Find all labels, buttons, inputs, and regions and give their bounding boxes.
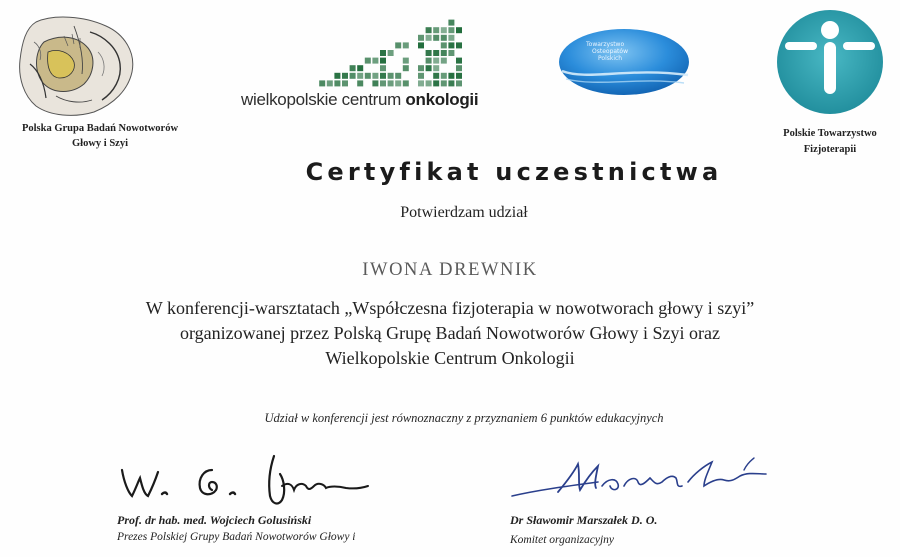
anatomy-logo-icon bbox=[14, 12, 140, 120]
wco-square bbox=[441, 73, 447, 79]
wco-square bbox=[380, 65, 386, 71]
wco-square bbox=[334, 80, 340, 86]
wco-square bbox=[456, 58, 462, 64]
wco-square bbox=[350, 65, 356, 71]
participant-name: IWONA DREWNIK bbox=[362, 260, 538, 280]
wco-square bbox=[395, 42, 401, 48]
wco-square bbox=[448, 35, 454, 41]
wco-square bbox=[456, 42, 462, 48]
wco-square bbox=[441, 35, 447, 41]
wco-square bbox=[441, 42, 447, 48]
wco-square bbox=[433, 73, 439, 79]
wco-square bbox=[456, 73, 462, 79]
wco-square bbox=[403, 80, 409, 86]
wco-square bbox=[395, 73, 401, 79]
wco-square bbox=[334, 73, 340, 79]
wco-square bbox=[372, 73, 378, 79]
certificate-subtitle: Potwierdzam udział bbox=[400, 204, 528, 221]
wco-square bbox=[403, 42, 409, 48]
wco-square bbox=[456, 65, 462, 71]
org1-caption-line: Głowy i Szyi bbox=[71, 138, 128, 150]
wco-square bbox=[433, 58, 439, 64]
wco-square bbox=[388, 50, 394, 56]
tos-logo-line: Polskich bbox=[598, 55, 623, 62]
body-line: organizowanej przez Polską Grupę Badań Nowotworów Głowy i Szyi oraz bbox=[179, 323, 721, 343]
wco-logo-text bbox=[241, 90, 491, 110]
wco-square bbox=[441, 58, 447, 64]
wco-square bbox=[433, 50, 439, 56]
wco-logo-text-light: wielkopolskie centrum bbox=[241, 90, 406, 109]
wco-square bbox=[365, 73, 371, 79]
wco-square bbox=[350, 73, 356, 79]
wco-square bbox=[426, 35, 432, 41]
wco-logo-text-bold: onkologii bbox=[405, 90, 479, 109]
wco-square bbox=[380, 73, 386, 79]
wco-square bbox=[380, 80, 386, 86]
org2-caption-line: Fizjoterapii bbox=[803, 144, 857, 156]
wco-square bbox=[395, 80, 401, 86]
signer1-role: Prezes Polskiej Grupy Badań Nowotworów Głowy i bbox=[117, 531, 356, 543]
wco-square bbox=[418, 35, 424, 41]
wco-square bbox=[388, 73, 394, 79]
education-points-note: Udział w konferencji jest równoznaczny z przyznaniem 6 punktów edukacyjnych bbox=[264, 411, 664, 425]
wco-square bbox=[448, 50, 454, 56]
wco-square bbox=[365, 58, 371, 64]
ptf-logo-icon bbox=[775, 8, 885, 116]
tos-logo-icon bbox=[558, 27, 691, 97]
tos-logo-line: Towarzystwo bbox=[586, 41, 625, 48]
wco-square bbox=[418, 73, 424, 79]
signer2-name: Dr Sławomir Marszałek D. O. bbox=[510, 513, 658, 527]
wco-square bbox=[441, 80, 447, 86]
wco-square bbox=[426, 65, 432, 71]
wco-square bbox=[426, 80, 432, 86]
wco-square bbox=[357, 80, 363, 86]
wco-square bbox=[380, 50, 386, 56]
wco-square bbox=[433, 27, 439, 33]
wco-square bbox=[441, 50, 447, 56]
signer2-role: Komitet organizacyjny bbox=[510, 534, 615, 546]
wco-square bbox=[426, 58, 432, 64]
wco-square bbox=[327, 80, 333, 86]
wco-square bbox=[448, 42, 454, 48]
wco-square bbox=[433, 35, 439, 41]
signature-golusinski-icon bbox=[112, 452, 374, 510]
org2-caption bbox=[765, 126, 895, 159]
wco-square bbox=[319, 80, 325, 86]
signature-marszalek-icon bbox=[508, 452, 783, 507]
wco-square bbox=[342, 73, 348, 79]
wco-square bbox=[357, 73, 363, 79]
wco-square bbox=[456, 27, 462, 33]
wco-square bbox=[403, 58, 409, 64]
wco-square bbox=[433, 65, 439, 71]
wco-square bbox=[456, 80, 462, 86]
org1-caption-line: Polska Grupa Badań Nowotworów bbox=[21, 123, 179, 134]
wco-square bbox=[388, 80, 394, 86]
wco-square bbox=[433, 80, 439, 86]
wco-square bbox=[448, 27, 454, 33]
body-line: Wielkopolskie Centrum Onkologii bbox=[325, 348, 575, 368]
wco-square bbox=[372, 80, 378, 86]
wco-square bbox=[448, 73, 454, 79]
signer1-name: Prof. dr hab. med. Wojciech Golusiński bbox=[117, 513, 312, 527]
wco-square bbox=[448, 20, 454, 26]
org1-caption bbox=[0, 121, 200, 151]
wco-square bbox=[418, 80, 424, 86]
wco-square bbox=[448, 80, 454, 86]
body-line: W konferencji-warsztatach „Współczesna fizjoterapia w nowotworach głowy i szyi” bbox=[145, 298, 755, 318]
wco-square bbox=[418, 65, 424, 71]
wco-square bbox=[418, 42, 424, 48]
wco-square bbox=[441, 27, 447, 33]
certificate-title: Certyfikat uczestnictwa bbox=[305, 158, 723, 186]
wco-square bbox=[403, 65, 409, 71]
wco-square bbox=[426, 50, 432, 56]
certificate-body bbox=[0, 296, 900, 371]
wco-square bbox=[372, 58, 378, 64]
wco-square bbox=[426, 27, 432, 33]
org2-caption-line: Polskie Towarzystwo bbox=[783, 128, 877, 139]
tos-logo-line: Osteopatów bbox=[592, 48, 628, 55]
wco-square bbox=[380, 58, 386, 64]
wco-square bbox=[342, 80, 348, 86]
wco-square bbox=[357, 65, 363, 71]
